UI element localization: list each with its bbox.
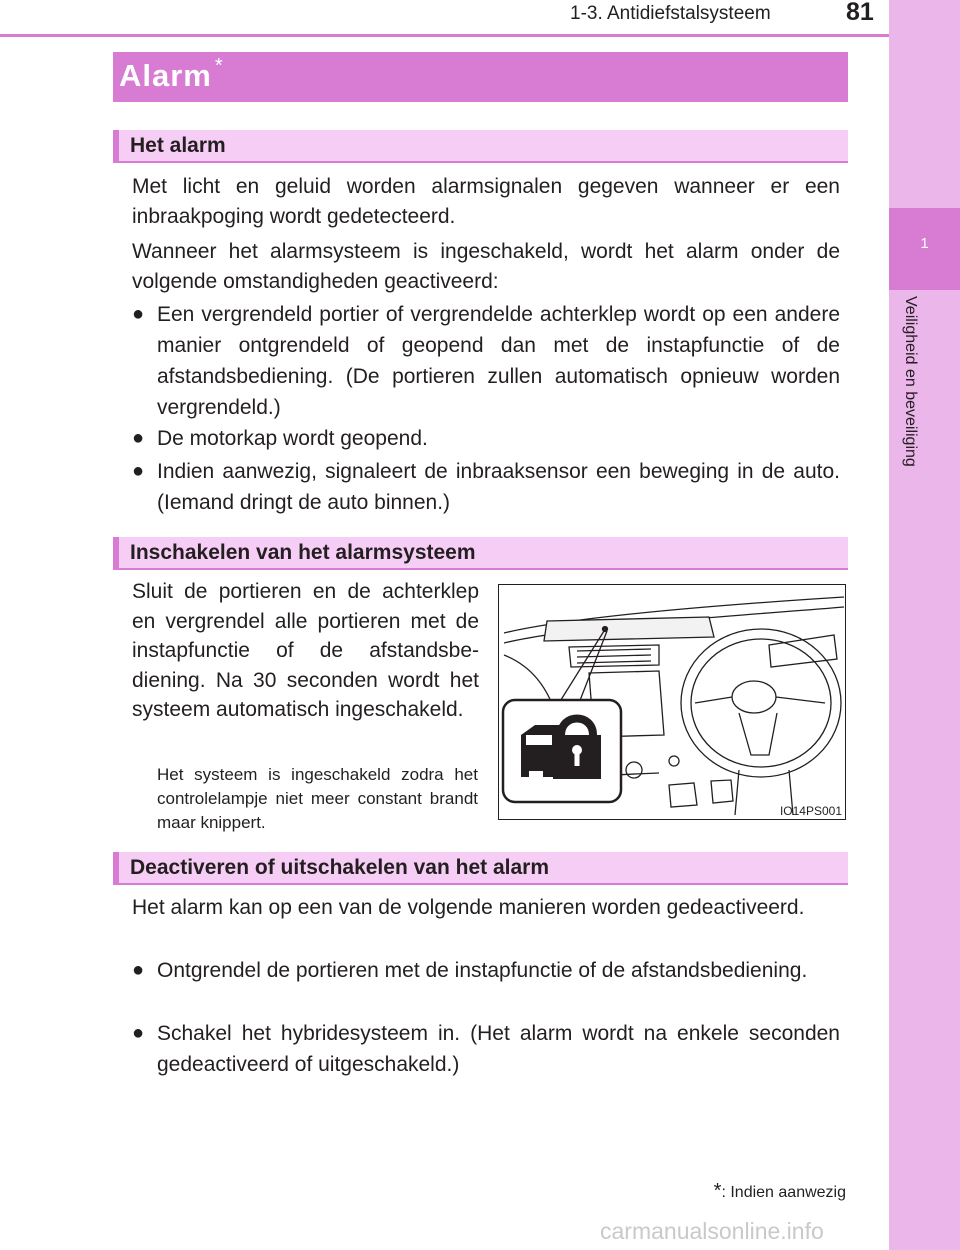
- list-item-text: De motorkap wordt geopend.: [157, 427, 428, 450]
- bullet-icon: ●: [132, 959, 145, 981]
- list-item-text: Een vergrendeld portier of vergrendelde achterklep wordt op een andere manier ontgrendeld of geopend dan met de instapfunctie of de afstandsbediening. (De portieren zullen automatisch opnieuw worden vergrendeld.): [157, 303, 840, 419]
- chapter-title: Veiligheid en beveiliging: [902, 296, 919, 467]
- paragraph: Sluit de portieren en de achterklep en vergrendel alle portieren met de instapfunctie of de afstandsbediening. Na 30 seconden wordt het systeem automatisch ingeschakeld.: [132, 580, 479, 722]
- footnote: [714, 1180, 846, 1203]
- section-title-bar: [113, 52, 848, 102]
- list-item: [132, 423, 840, 454]
- list-item: [132, 299, 840, 423]
- footnote-marker: *: [214, 55, 224, 77]
- paragraph: Wanneer het alarmsysteem is ingeschakeld, wordt het alarm onder de volgende omstandigheden geactiveerd:: [132, 240, 840, 293]
- footnote-star: *: [713, 1180, 722, 1202]
- list-item: [132, 1018, 840, 1080]
- paragraph: Het alarm kan op een van de volgende manieren worden gedeactiveerd.: [132, 896, 805, 919]
- list-item-text: Indien aanwezig, signaleert de inbraaksensor een beweging in de auto. (Iemand dringt de auto binnen.): [157, 460, 840, 514]
- subheading-text: Deactiveren of uitschakelen van het alarm: [130, 856, 550, 879]
- bullet-icon: ●: [132, 460, 145, 482]
- subheading-het-alarm: [113, 130, 848, 163]
- chapter-number: 1: [920, 235, 929, 252]
- bullet-icon: ●: [132, 427, 145, 449]
- page-number: 81: [846, 0, 874, 26]
- footnote-text: : Indien aanwezig: [721, 1184, 846, 1201]
- page-title-text: Alarm: [119, 58, 212, 93]
- list-item-text: Ontgrendel de portieren met de instapfunctie of de afstandsbediening.: [157, 959, 808, 982]
- subheading-text: Inschakelen van het alarmsysteem: [130, 541, 476, 564]
- subheading-deactiveren: [113, 852, 848, 885]
- bullet-icon: ●: [132, 1022, 145, 1044]
- dashboard-drawing: [499, 585, 846, 820]
- bullet-icon: ●: [132, 303, 145, 325]
- page-title: [119, 55, 224, 94]
- watermark: carmanualsonline.info: [600, 1218, 824, 1244]
- subheading-text: Het alarm: [130, 134, 226, 157]
- list-item: [132, 456, 840, 518]
- subheading-inschakelen: [113, 537, 848, 570]
- note-text: Het systeem is ingeschakeld zodra het controlelampje niet meer constant brandt maar knippert.: [157, 765, 478, 832]
- chapter-side-strip: [889, 0, 960, 1250]
- running-header-section: 1-3. Antidiefstalsysteem: [570, 3, 771, 24]
- figure-id: IO14PS001: [779, 804, 842, 818]
- header-rule: [0, 34, 890, 37]
- dashboard-illustration: [498, 584, 846, 820]
- paragraph: Met licht en geluid worden alarmsignalen gegeven wanneer er een inbraakpoging wordt gedetecteerd.: [132, 175, 840, 228]
- list-item-text: Schakel het hybridesysteem in. (Het alarm wordt na enkele seconden gedeactiveerd of uitgeschakeld.): [157, 1022, 840, 1076]
- list-item: [132, 955, 840, 986]
